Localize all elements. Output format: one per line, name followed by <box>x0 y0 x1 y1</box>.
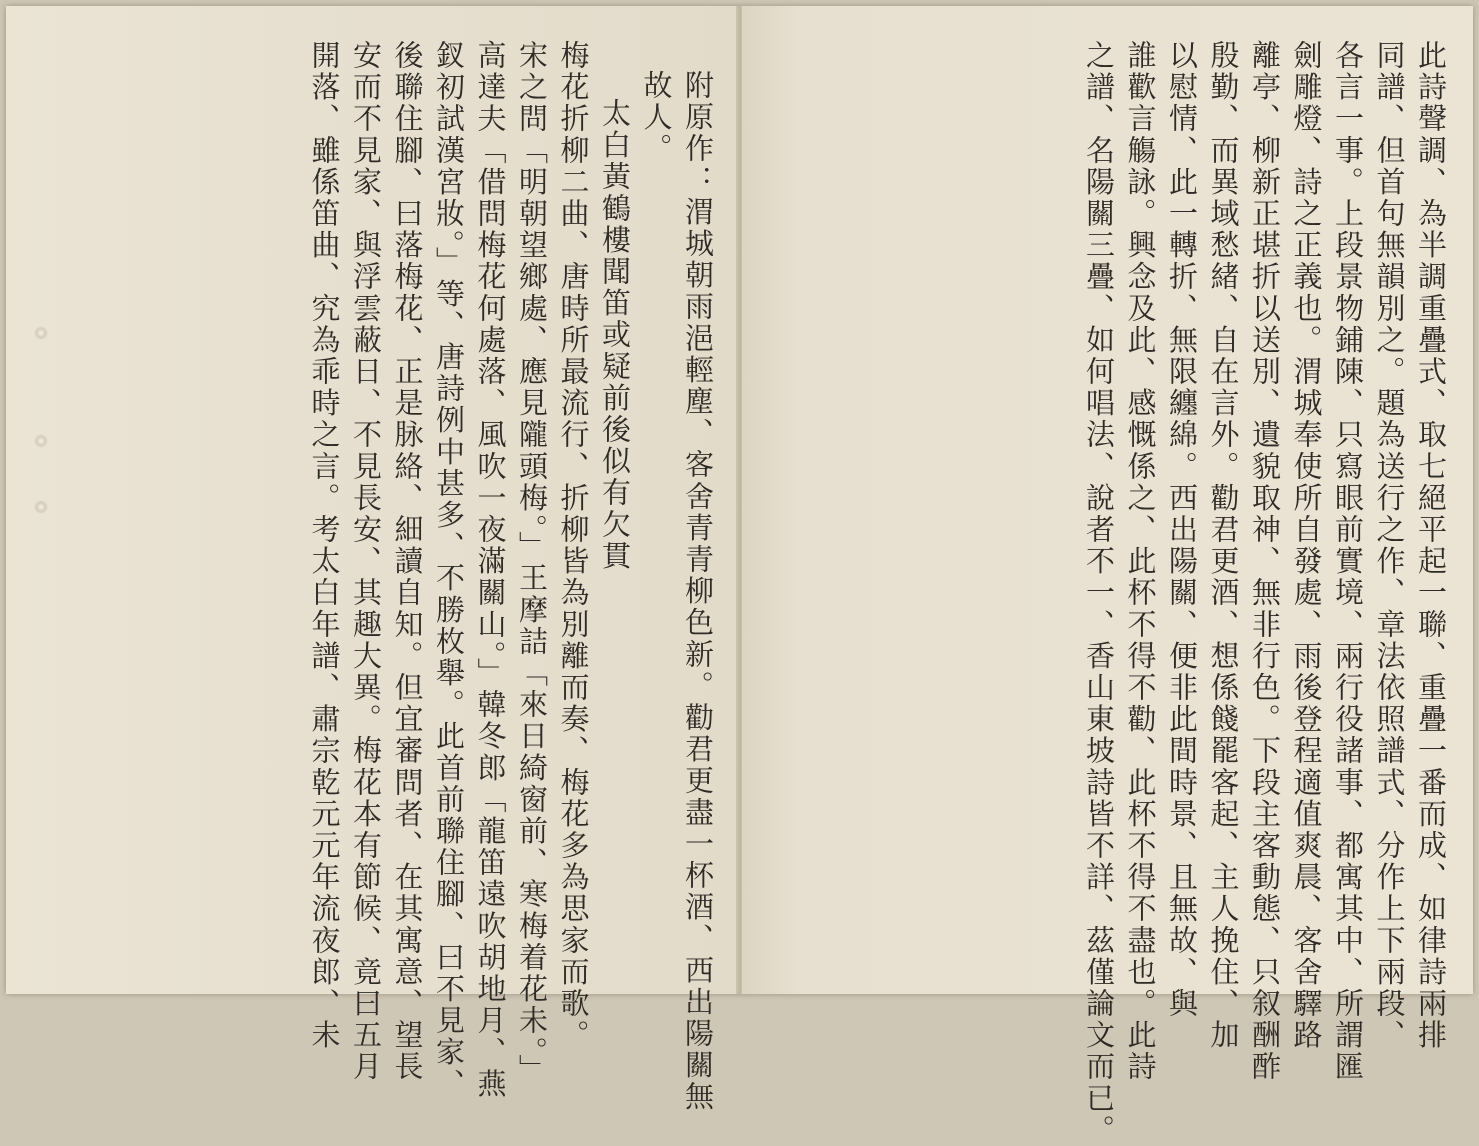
binding-hole <box>36 436 46 446</box>
text-line: 之譜、名陽關三疊、如何唱法、說者不一、香山東坡詩皆不詳、茲僅論文而已。 <box>1082 40 1116 1146</box>
text-line: 此詩聲調、為半調重疊式、取七絕平起一聯、重疊一番而成、如律詩兩排 <box>1414 40 1448 1052</box>
binding-hole <box>36 328 46 338</box>
text-line: 安而不見家、與浮雲蔽日、不見長安、其趣大異。梅花本有節候、竟曰五月 <box>349 40 383 1083</box>
text-line: 殷勤、而異域愁緒、自在言外。勸君更酒、想係餞罷客起、主人挽住、加 <box>1206 40 1241 1052</box>
binding-hole <box>36 502 46 512</box>
text-line: 劍雕燈、詩之正義也。渭城奉使所自發處、雨後登程適值爽晨、客舍驛路 <box>1289 40 1324 1052</box>
right-page <box>742 6 1473 1146</box>
text-line: 高達夫「借問梅花何處落、風吹一夜滿關山。」韓冬郎「龍笛遠吹胡地月、燕 <box>473 40 508 1100</box>
left-page-text <box>78 40 718 1113</box>
text-line: 誰歡言觴詠。興念及此、感慨係之、此杯不得不勸、此杯不得不盡也。此詩 <box>1123 40 1158 1083</box>
text-line: 附原作：渭城朝雨浥輕塵、客舍青青柳色新。勸君更盡一杯酒、西出陽關無 <box>681 70 715 1113</box>
text-line: 故人。 <box>639 70 674 165</box>
text-line: 離亭、柳新正堪折以送別、遺貌取神、無非行色。下段主客動態、只叙酬酢 <box>1248 40 1282 1083</box>
section-heading: 太白黃鶴樓聞笛或疑前後似有欠貫 <box>598 98 632 572</box>
text-line: 梅花折柳二曲、唐時所最流行、折柳皆為別離而奏、梅花多為思家而歌。 <box>556 40 591 1052</box>
text-line: 宋之問「明朝望鄉處、應見隴頭梅。」王摩詰「來日綺窗前、寒梅着花未。」 <box>515 40 549 1086</box>
text-line: 各言一事。上段景物鋪陳、只寫眼前實境、兩行役諸事、都寓其中、所謂匯 <box>1331 40 1365 1083</box>
book-spread <box>6 6 1473 1146</box>
text-line: 同譜、但首句無韻別之。題為送行之作、章法依照譜式、分作上下兩段、 <box>1372 40 1407 1052</box>
text-line: 後聯住腳、曰落梅花、正是脉絡、細讀自知。但宜審問者、在其寓意、望長 <box>390 40 425 1083</box>
text-line: 釵初試漢宮妝。」等、唐詩例中甚多、不勝枚舉。此首前聯住腳、曰不見家、 <box>432 40 466 1100</box>
text-line: 以慰情、此一轉折、無限纏綿。西出陽關、便非此間時景、且無故、與 <box>1165 40 1199 1020</box>
left-page <box>6 6 738 1113</box>
right-page-text <box>791 40 1451 1146</box>
text-line: 開落、雖係笛曲、究為乖時之言。考太白年譜、肅宗乾元元年流夜郎、未 <box>307 40 342 1052</box>
